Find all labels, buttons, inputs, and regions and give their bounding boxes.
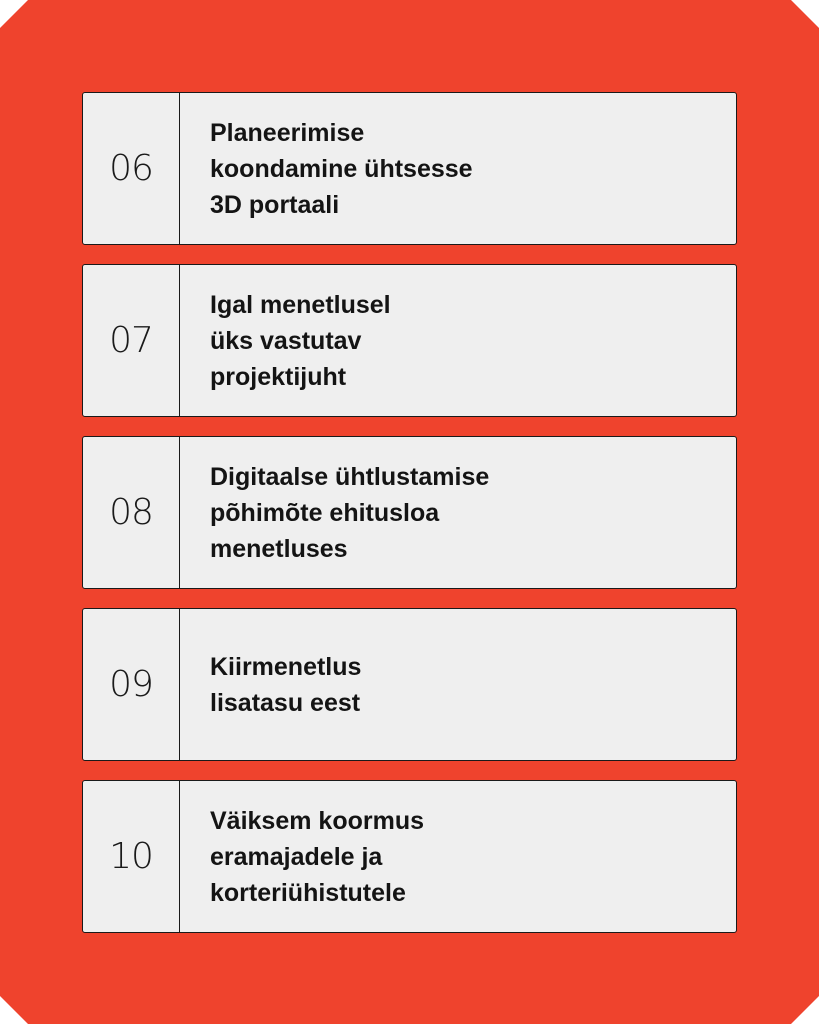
item-number: 06 [83, 93, 180, 244]
item-text: Digitaalse ühtlustamise põhimõte ehitusloa menetluses [210, 462, 490, 563]
item-text: Planeerimise koondamine ühtsesse 3D portaali [210, 118, 473, 219]
list-item [82, 436, 737, 589]
item-number: 08 [83, 437, 180, 588]
item-text: Kiirmenetlus lisatasu eest [210, 652, 362, 717]
item-text: Igal menetlusel üks vastutav projektijuht [210, 290, 391, 391]
item-number: 07 [83, 265, 180, 416]
list-item [82, 92, 737, 245]
list-item [82, 780, 737, 933]
item-number: 09 [83, 609, 180, 760]
list-item [82, 264, 737, 417]
proposal-list [82, 92, 737, 933]
item-text: Väiksem koormus eramajadele ja korteriühistutele [210, 806, 424, 907]
item-number: 10 [83, 781, 180, 932]
list-item [82, 608, 737, 761]
